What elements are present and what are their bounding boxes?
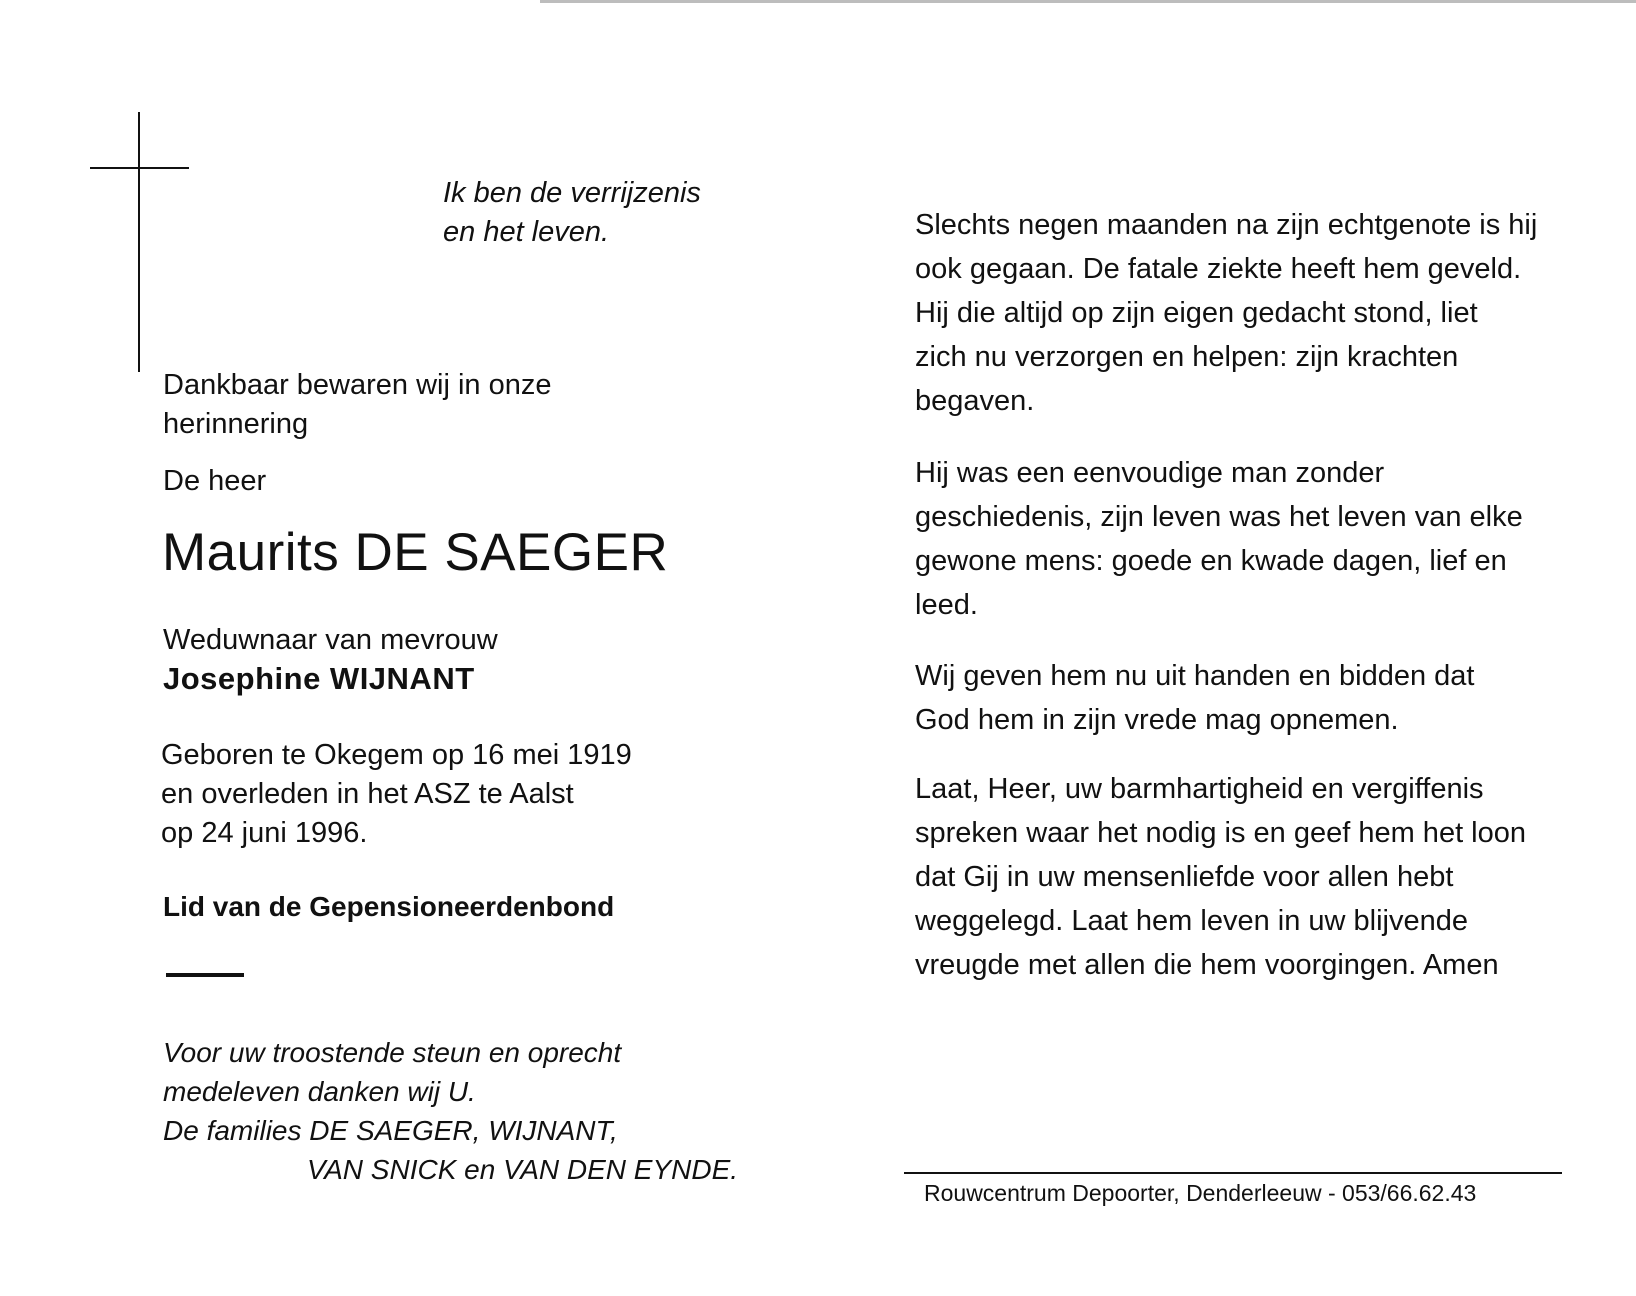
paragraph-line: Laat, Heer, uw barmhartigheid en vergiffenis bbox=[915, 773, 1484, 805]
thanks-line: Voor uw troostende steun en oprecht bbox=[163, 1037, 622, 1068]
paragraph-line: gewone mens: goede en kwade dagen, lief en bbox=[915, 545, 1507, 577]
cross-vertical-bar bbox=[138, 112, 140, 372]
thanks-line: VAN SNICK en VAN DEN EYNDE. bbox=[307, 1154, 739, 1185]
footer-divider bbox=[904, 1172, 1562, 1174]
paragraph-line: vreugde met allen die hem voorgingen. Amen bbox=[915, 949, 1499, 981]
paragraph-line: Wij geven hem nu uit handen en bidden dat bbox=[915, 660, 1475, 692]
paragraph-line: leed. bbox=[915, 589, 978, 621]
dates-line: en overleden in het ASZ te Aalst bbox=[161, 778, 574, 810]
thanks-note bbox=[163, 1033, 738, 1189]
funeral-home-credit: Rouwcentrum Depoorter, Denderleeuw - 053/66.62.43 bbox=[924, 1180, 1477, 1206]
dates-line: Geboren te Okegem op 16 mei 1919 bbox=[161, 739, 632, 771]
paragraph-line: Hij die altijd op zijn eigen gedacht stond, liet bbox=[915, 297, 1478, 329]
spouse-intro: Weduwnaar van mevrouw bbox=[163, 624, 498, 656]
thanks-line: De families DE SAEGER, WIJNANT, bbox=[163, 1115, 618, 1146]
section-divider bbox=[166, 973, 244, 977]
paragraph-3 bbox=[915, 654, 1575, 742]
paragraph-1 bbox=[915, 203, 1575, 423]
paragraph-line: dat Gij in uw mensenliefde voor allen hebt bbox=[915, 861, 1454, 893]
dates-line: op 24 juni 1996. bbox=[161, 817, 368, 849]
paragraph-2 bbox=[915, 451, 1575, 627]
paragraph-4 bbox=[915, 767, 1575, 987]
deceased-name: Maurits DE SAEGER bbox=[162, 523, 669, 582]
top-edge-rule bbox=[540, 0, 1636, 3]
paragraph-line: zich nu verzorgen en helpen: zijn krachten bbox=[915, 341, 1459, 373]
paragraph-line: spreken waar het nodig is en geef hem het loon bbox=[915, 817, 1527, 849]
paragraph-line: ook gegaan. De fatale ziekte heeft hem geveld. bbox=[915, 253, 1522, 285]
paragraph-line: Hij was een eenvoudige man zonder bbox=[915, 457, 1385, 489]
bible-quote-line: en het leven. bbox=[443, 216, 610, 248]
remembrance-intro-line: Dankbaar bewaren wij in onze bbox=[163, 369, 552, 401]
honorific-title: De heer bbox=[163, 465, 267, 497]
bible-quote bbox=[443, 174, 701, 252]
paragraph-line: weggelegd. Laat hem leven in uw blijvende bbox=[915, 905, 1468, 937]
spouse-name: Josephine WIJNANT bbox=[163, 661, 475, 696]
remembrance-intro bbox=[163, 366, 623, 444]
paragraph-line: geschiedenis, zijn leven was het leven van elke bbox=[915, 501, 1523, 533]
membership-note: Lid van de Gepensioneerdenbond bbox=[163, 891, 615, 922]
cross-horizontal-bar bbox=[90, 167, 189, 169]
remembrance-intro-line: herinnering bbox=[163, 408, 309, 440]
thanks-line: medeleven danken wij U. bbox=[163, 1076, 476, 1107]
paragraph-line: Slechts negen maanden na zijn echtgenote is hij bbox=[915, 209, 1538, 241]
paragraph-line: begaven. bbox=[915, 385, 1035, 417]
birth-death-dates bbox=[161, 736, 632, 853]
bible-quote-line: Ik ben de verrijzenis bbox=[443, 177, 701, 209]
paragraph-line: God hem in zijn vrede mag opnemen. bbox=[915, 704, 1399, 736]
